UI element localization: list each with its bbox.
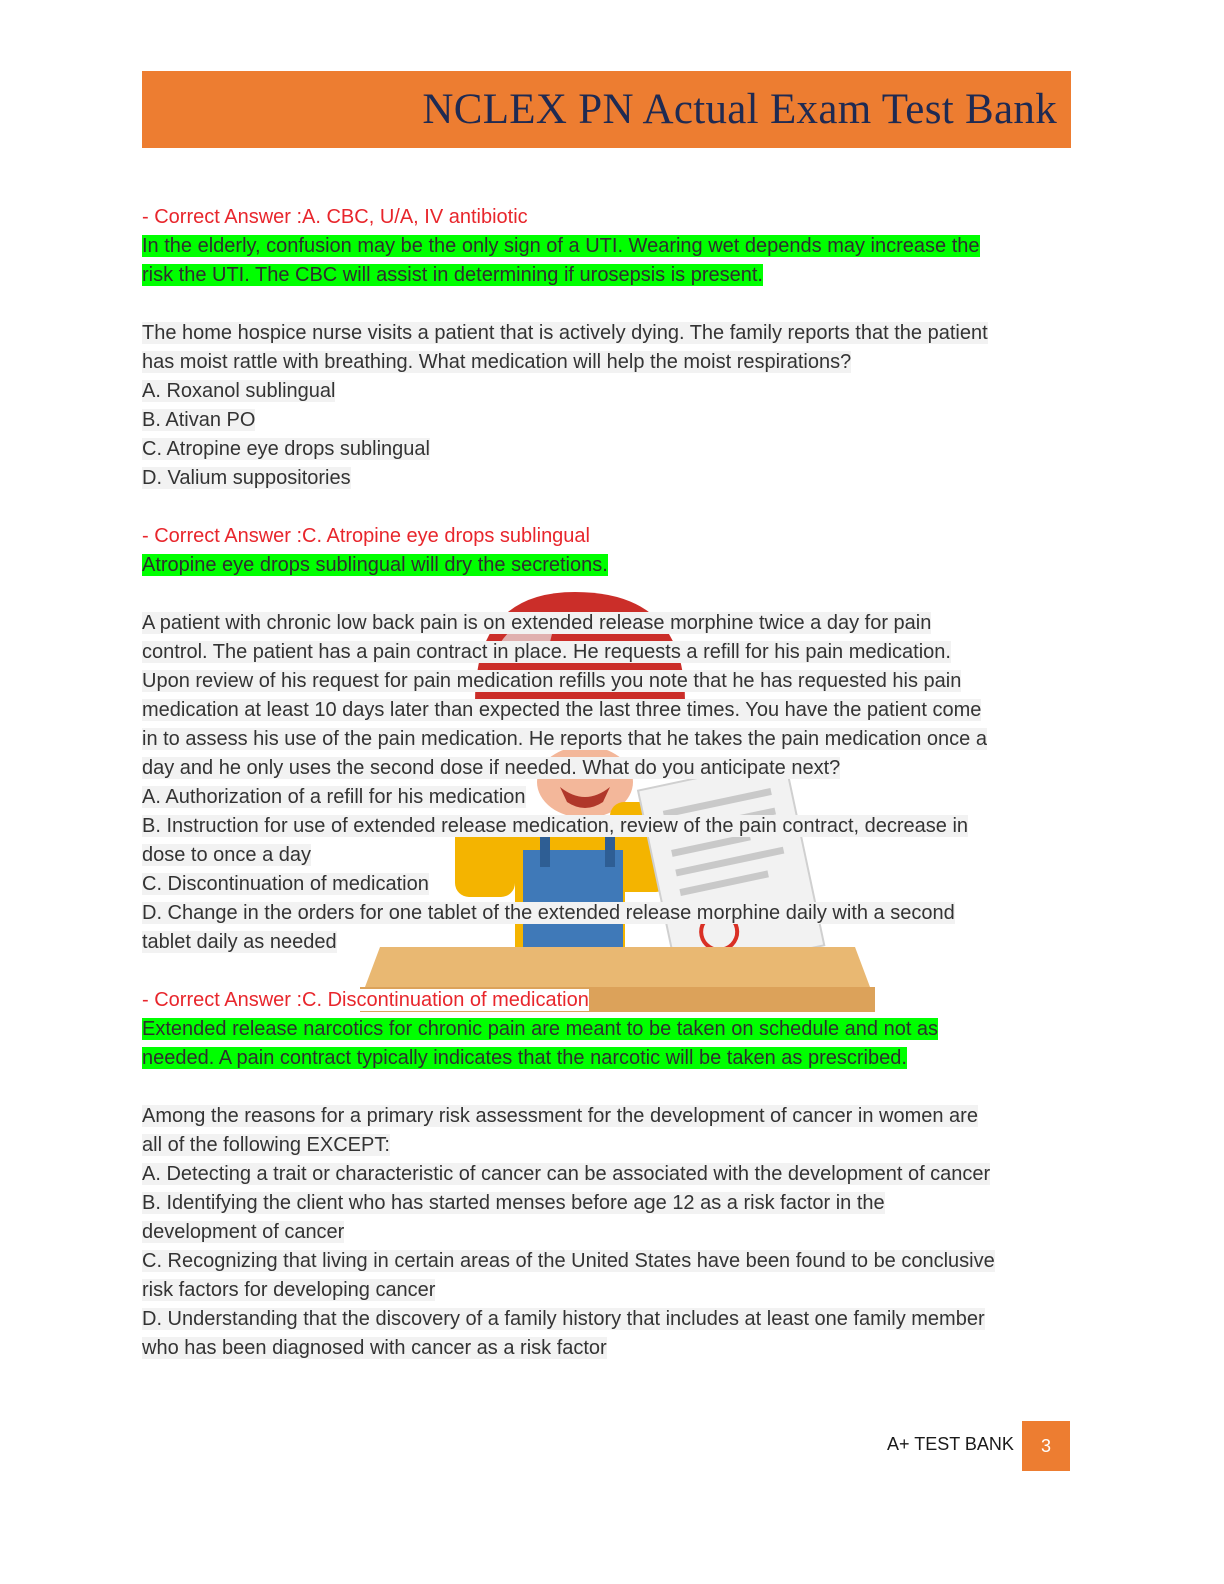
question-text: C. Discontinuation of medication [142, 873, 429, 895]
rationale-text: risk the UTI. The CBC will assist in determining if urosepsis is present. [142, 264, 763, 286]
paragraph-gap [142, 957, 1072, 986]
header-bar [142, 71, 1071, 148]
question-line [142, 928, 1072, 957]
question-line [142, 319, 1072, 348]
answer-line [142, 986, 1072, 1015]
answer-block [142, 986, 1072, 1015]
question-line [142, 435, 1072, 464]
question-line [142, 725, 1072, 754]
question-text: all of the following EXCEPT: [142, 1134, 390, 1156]
question-line [142, 1189, 1072, 1218]
answer-line [142, 522, 1072, 551]
question-text: B. Instruction for use of extended release medication, review of the pain contract, decrease in [142, 815, 969, 837]
question-line [142, 406, 1072, 435]
rationale-block [142, 1015, 1072, 1073]
question-line [142, 348, 1072, 377]
question-line [142, 696, 1072, 725]
question-text: day and he only uses the second dose if needed. What do you anticipate next? [142, 757, 841, 779]
question-text: A patient with chronic low back pain is on extended release morphine twice a day for pain [142, 612, 932, 634]
question-text: A. Detecting a trait or characteristic of cancer can be associated with the development of cancer [142, 1163, 991, 1185]
page-number-text: 3 [1040, 1435, 1051, 1456]
paragraph-gap [142, 493, 1072, 522]
question-text: risk factors for developing cancer [142, 1279, 436, 1301]
question-line [142, 899, 1072, 928]
answer-block [142, 522, 1072, 551]
question-text: A. Roxanol sublingual [142, 380, 336, 402]
question-line [142, 1247, 1072, 1276]
question-text: C. Recognizing that living in certain areas of the United States have been found to be conclusive [142, 1250, 995, 1272]
rationale-text: needed. A pain contract typically indicates that the narcotic will be taken as prescribed. [142, 1047, 907, 1069]
question-line [142, 1276, 1072, 1305]
question-text: D. Valium suppositories [142, 467, 351, 489]
question-text: D. Change in the orders for one tablet of the extended release morphine daily with a second [142, 902, 955, 924]
question-text: The home hospice nurse visits a patient that is actively dying. The family reports that the patient [142, 322, 988, 344]
rationale-line [142, 551, 1072, 580]
answer-text: - Correct Answer :C. Atropine eye drops sublingual [142, 525, 590, 547]
question-block [142, 1102, 1072, 1363]
question-line [142, 1305, 1072, 1334]
question-line [142, 841, 1072, 870]
rationale-line [142, 261, 1072, 290]
footer-label: A+ TEST BANK [887, 1434, 1014, 1454]
rationale-line [142, 232, 1072, 261]
question-line [142, 754, 1072, 783]
question-text: B. Ativan PO [142, 409, 256, 431]
answer-text: - Correct Answer :A. CBC, U/A, IV antibiotic [142, 206, 528, 228]
paragraph-gap [142, 1073, 1072, 1102]
question-line [142, 1218, 1072, 1247]
rationale-text: Extended release narcotics for chronic pain are meant to be taken on schedule and not as [142, 1018, 939, 1040]
answer-block [142, 203, 1072, 232]
answer-line [142, 203, 1072, 232]
question-line [142, 638, 1072, 667]
question-line [142, 609, 1072, 638]
question-line [142, 870, 1072, 899]
question-line [142, 1102, 1072, 1131]
question-text: development of cancer [142, 1221, 345, 1243]
question-text: Upon review of his request for pain medication refills you note that he has requested his pain [142, 670, 962, 692]
question-text: tablet daily as needed [142, 931, 337, 953]
question-block [142, 609, 1072, 957]
rationale-text: In the elderly, confusion may be the only sign of a UTI. Wearing wet depends may increase the [142, 235, 980, 257]
question-text: dose to once a day [142, 844, 312, 866]
question-line [142, 1334, 1072, 1363]
question-text: A. Authorization of a refill for his medication [142, 786, 526, 808]
paragraph-gap [142, 290, 1072, 319]
question-text: Among the reasons for a primary risk assessment for the development of cancer in women are [142, 1105, 978, 1127]
rationale-block [142, 232, 1072, 290]
question-line [142, 812, 1072, 841]
rationale-block [142, 551, 1072, 580]
question-line [142, 1160, 1072, 1189]
question-line [142, 1131, 1072, 1160]
question-text: D. Understanding that the discovery of a family history that includes at least one family member [142, 1308, 985, 1330]
rationale-line [142, 1015, 1072, 1044]
rationale-text: Atropine eye drops sublingual will dry the secretions. [142, 554, 608, 576]
answer-text: - Correct Answer :C. Discontinuation of medication [142, 989, 589, 1011]
paragraph-gap [142, 580, 1072, 609]
rationale-line [142, 1044, 1072, 1073]
question-line [142, 667, 1072, 696]
question-text: medication at least 10 days later than expected the last three times. You have the patient come [142, 699, 982, 721]
question-line [142, 377, 1072, 406]
question-text: in to assess his use of the pain medication. He reports that he takes the pain medication once a [142, 728, 987, 750]
question-text: has moist rattle with breathing. What medication will help the moist respirations? [142, 351, 852, 373]
question-line [142, 464, 1072, 493]
question-text: who has been diagnosed with cancer as a risk factor [142, 1337, 607, 1359]
question-line [142, 783, 1072, 812]
question-text: B. Identifying the client who has started menses before age 12 as a risk factor in the [142, 1192, 885, 1214]
question-text: C. Atropine eye drops sublingual [142, 438, 430, 460]
document-body [142, 203, 1072, 1363]
question-text: control. The patient has a pain contract in place. He requests a refill for his pain medication. [142, 641, 951, 663]
page-number [1022, 1421, 1070, 1471]
question-block [142, 319, 1072, 493]
page-title: NCLEX PN Actual Exam Test Bank [422, 86, 1057, 133]
